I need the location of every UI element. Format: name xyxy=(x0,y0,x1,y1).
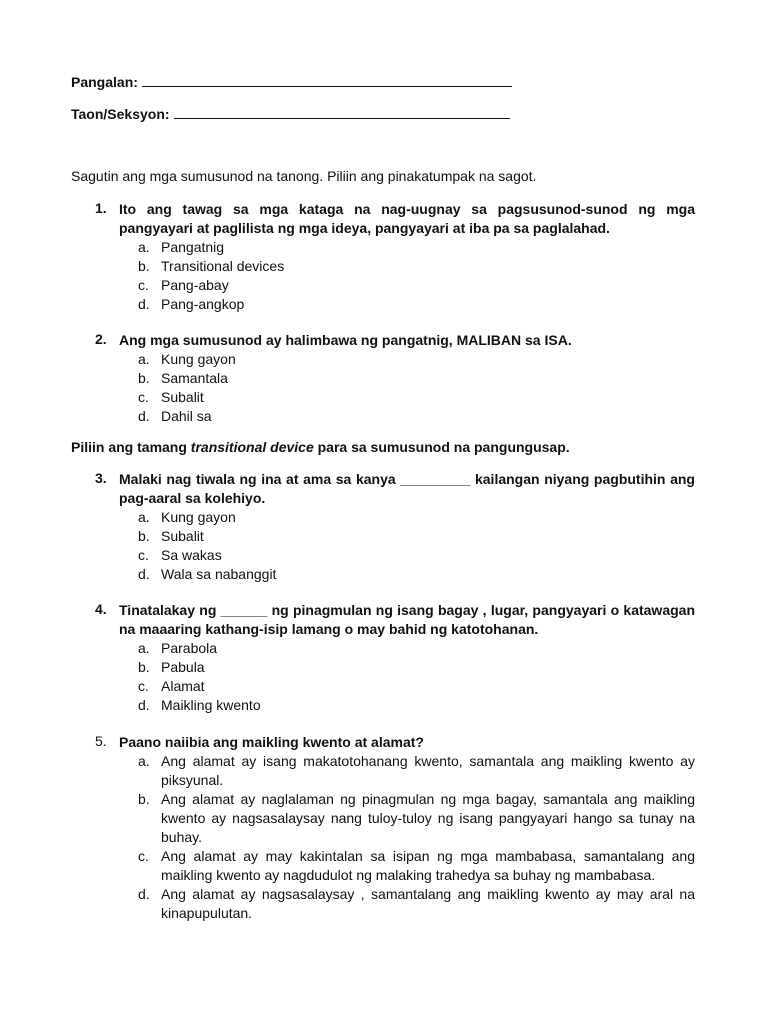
section-input-line[interactable] xyxy=(174,106,510,119)
option-item[interactable] xyxy=(138,847,695,885)
option-item[interactable] xyxy=(138,790,695,847)
option-text: Transitional devices xyxy=(161,258,285,274)
option-text: Ang alamat ay naglalaman ng pinagmulan ng mga bagay, samantala ang maikling kwento ay nagsasalaysay nang tuloy-tuloy ng isang pangyayari hango sa tunay na buhay. xyxy=(161,791,695,845)
option-item[interactable] xyxy=(138,639,695,658)
option-letter: d. xyxy=(138,296,150,312)
option-item[interactable] xyxy=(138,276,695,295)
option-text: Subalit xyxy=(161,389,204,405)
option-letter: d. xyxy=(138,408,150,424)
option-text: Dahil sa xyxy=(161,408,212,424)
option-letter: d. xyxy=(138,697,150,713)
option-text: Pabula xyxy=(161,659,205,675)
option-letter: d. xyxy=(138,886,150,902)
option-item[interactable] xyxy=(138,238,695,257)
option-letter: a. xyxy=(138,640,150,656)
option-letter: c. xyxy=(138,277,149,293)
option-text: Parabola xyxy=(161,640,218,656)
option-text: Pang-abay xyxy=(161,277,229,293)
question-3 xyxy=(95,470,695,584)
question-4 xyxy=(95,601,695,715)
option-item[interactable] xyxy=(138,527,695,546)
part2-text-after: para sa sumusunod na pangungusap. xyxy=(313,439,570,455)
option-text: Alamat xyxy=(161,678,205,694)
option-list xyxy=(138,752,695,923)
question-text: Paano naiibia ang maikling kwento at alamat? xyxy=(119,734,424,750)
option-letter: c. xyxy=(138,389,149,405)
option-letter: b. xyxy=(138,659,150,675)
option-letter: b. xyxy=(138,370,150,386)
option-item[interactable] xyxy=(138,388,695,407)
option-letter: b. xyxy=(138,258,150,274)
option-text: Pang-angkop xyxy=(161,296,245,312)
option-list xyxy=(138,639,695,715)
option-item[interactable] xyxy=(138,658,695,677)
question-number: 1. xyxy=(95,200,107,216)
option-item[interactable] xyxy=(138,295,695,314)
question-2 xyxy=(95,331,695,426)
option-letter: a. xyxy=(138,509,150,525)
option-text: Samantala xyxy=(161,370,228,386)
option-text: Ang alamat ay may kakintalan sa isipan ng mga mambabasa, samantalang ang maikling kwento ay nagdudulot ng malaking trahedya sa buhay ng mambabasa. xyxy=(161,848,695,883)
option-letter: c. xyxy=(138,678,149,694)
question-1 xyxy=(95,200,695,314)
question-number: 4. xyxy=(95,601,107,617)
part2-text-before: Piliin ang tamang xyxy=(71,439,191,455)
question-number: 5. xyxy=(95,733,107,749)
question-text: Ang mga sumusunod ay halimbawa ng pangatnig, MALIBAN sa ISA. xyxy=(119,332,572,348)
question-number: 2. xyxy=(95,331,107,347)
name-input-line[interactable] xyxy=(142,74,512,87)
option-letter: a. xyxy=(138,239,150,255)
option-letter: a. xyxy=(138,753,150,769)
option-list xyxy=(138,508,695,584)
option-text: Wala sa nabanggit xyxy=(161,566,277,582)
option-item[interactable] xyxy=(138,885,695,923)
name-field xyxy=(71,74,512,90)
question-text: Ito ang tawag sa mga kataga na nag-uugnay sa pagsusunod-sunod ng mga pangyayari at paglilista ng mga ideya, pangyayari at iba pa sa paglalahad. xyxy=(119,201,695,236)
option-item[interactable] xyxy=(138,508,695,527)
option-letter: a. xyxy=(138,351,150,367)
option-letter: c. xyxy=(138,547,149,563)
question-text: Malaki nag tiwala ng ina at ama sa kanya _________ kailangan niyang pagbutihin ang pag-aaral sa kolehiyo. xyxy=(119,471,695,506)
option-letter: d. xyxy=(138,566,150,582)
option-letter: b. xyxy=(138,791,150,807)
option-text: Kung gayon xyxy=(161,351,236,367)
option-text: Subalit xyxy=(161,528,204,544)
option-item[interactable] xyxy=(138,696,695,715)
section-label: Taon/Seksyon: xyxy=(71,106,170,122)
question-number: 3. xyxy=(95,470,107,486)
option-text: Ang alamat ay nagsasalaysay , samantalang ang maikling kwento ay may aral na kinapupulutan. xyxy=(161,886,695,921)
option-item[interactable] xyxy=(138,257,695,276)
option-letter: b. xyxy=(138,528,150,544)
option-item[interactable] xyxy=(138,546,695,565)
question-5 xyxy=(95,733,695,923)
option-item[interactable] xyxy=(138,369,695,388)
option-list xyxy=(138,350,695,426)
section-field xyxy=(71,106,510,122)
option-item[interactable] xyxy=(138,350,695,369)
general-instructions: Sagutin ang mga sumusunod na tanong. Piliin ang pinakatumpak na sagot. xyxy=(71,168,537,184)
option-letter: c. xyxy=(138,848,149,864)
name-label: Pangalan: xyxy=(71,74,138,90)
option-text: Sa wakas xyxy=(161,547,222,563)
part2-text-italic: transitional device xyxy=(190,439,314,455)
option-text: Pangatnig xyxy=(161,239,225,255)
option-text: Kung gayon xyxy=(161,509,236,525)
option-item[interactable] xyxy=(138,677,695,696)
option-list xyxy=(138,238,695,314)
option-text: Maikling kwento xyxy=(161,697,261,713)
option-item[interactable] xyxy=(138,565,695,584)
option-item[interactable] xyxy=(138,752,695,790)
question-text: Tinatalakay ng ______ ng pinagmulan ng isang bagay , lugar, pangyayari o katawagan na maaaring kathang-isip lamang o may bahid ng katotohanan. xyxy=(119,602,695,637)
option-item[interactable] xyxy=(138,407,695,426)
part2-instructions xyxy=(71,439,570,455)
option-text: Ang alamat ay isang makatotohanang kwento, samantala ang maikling kwento ay piksyunal. xyxy=(161,753,695,788)
